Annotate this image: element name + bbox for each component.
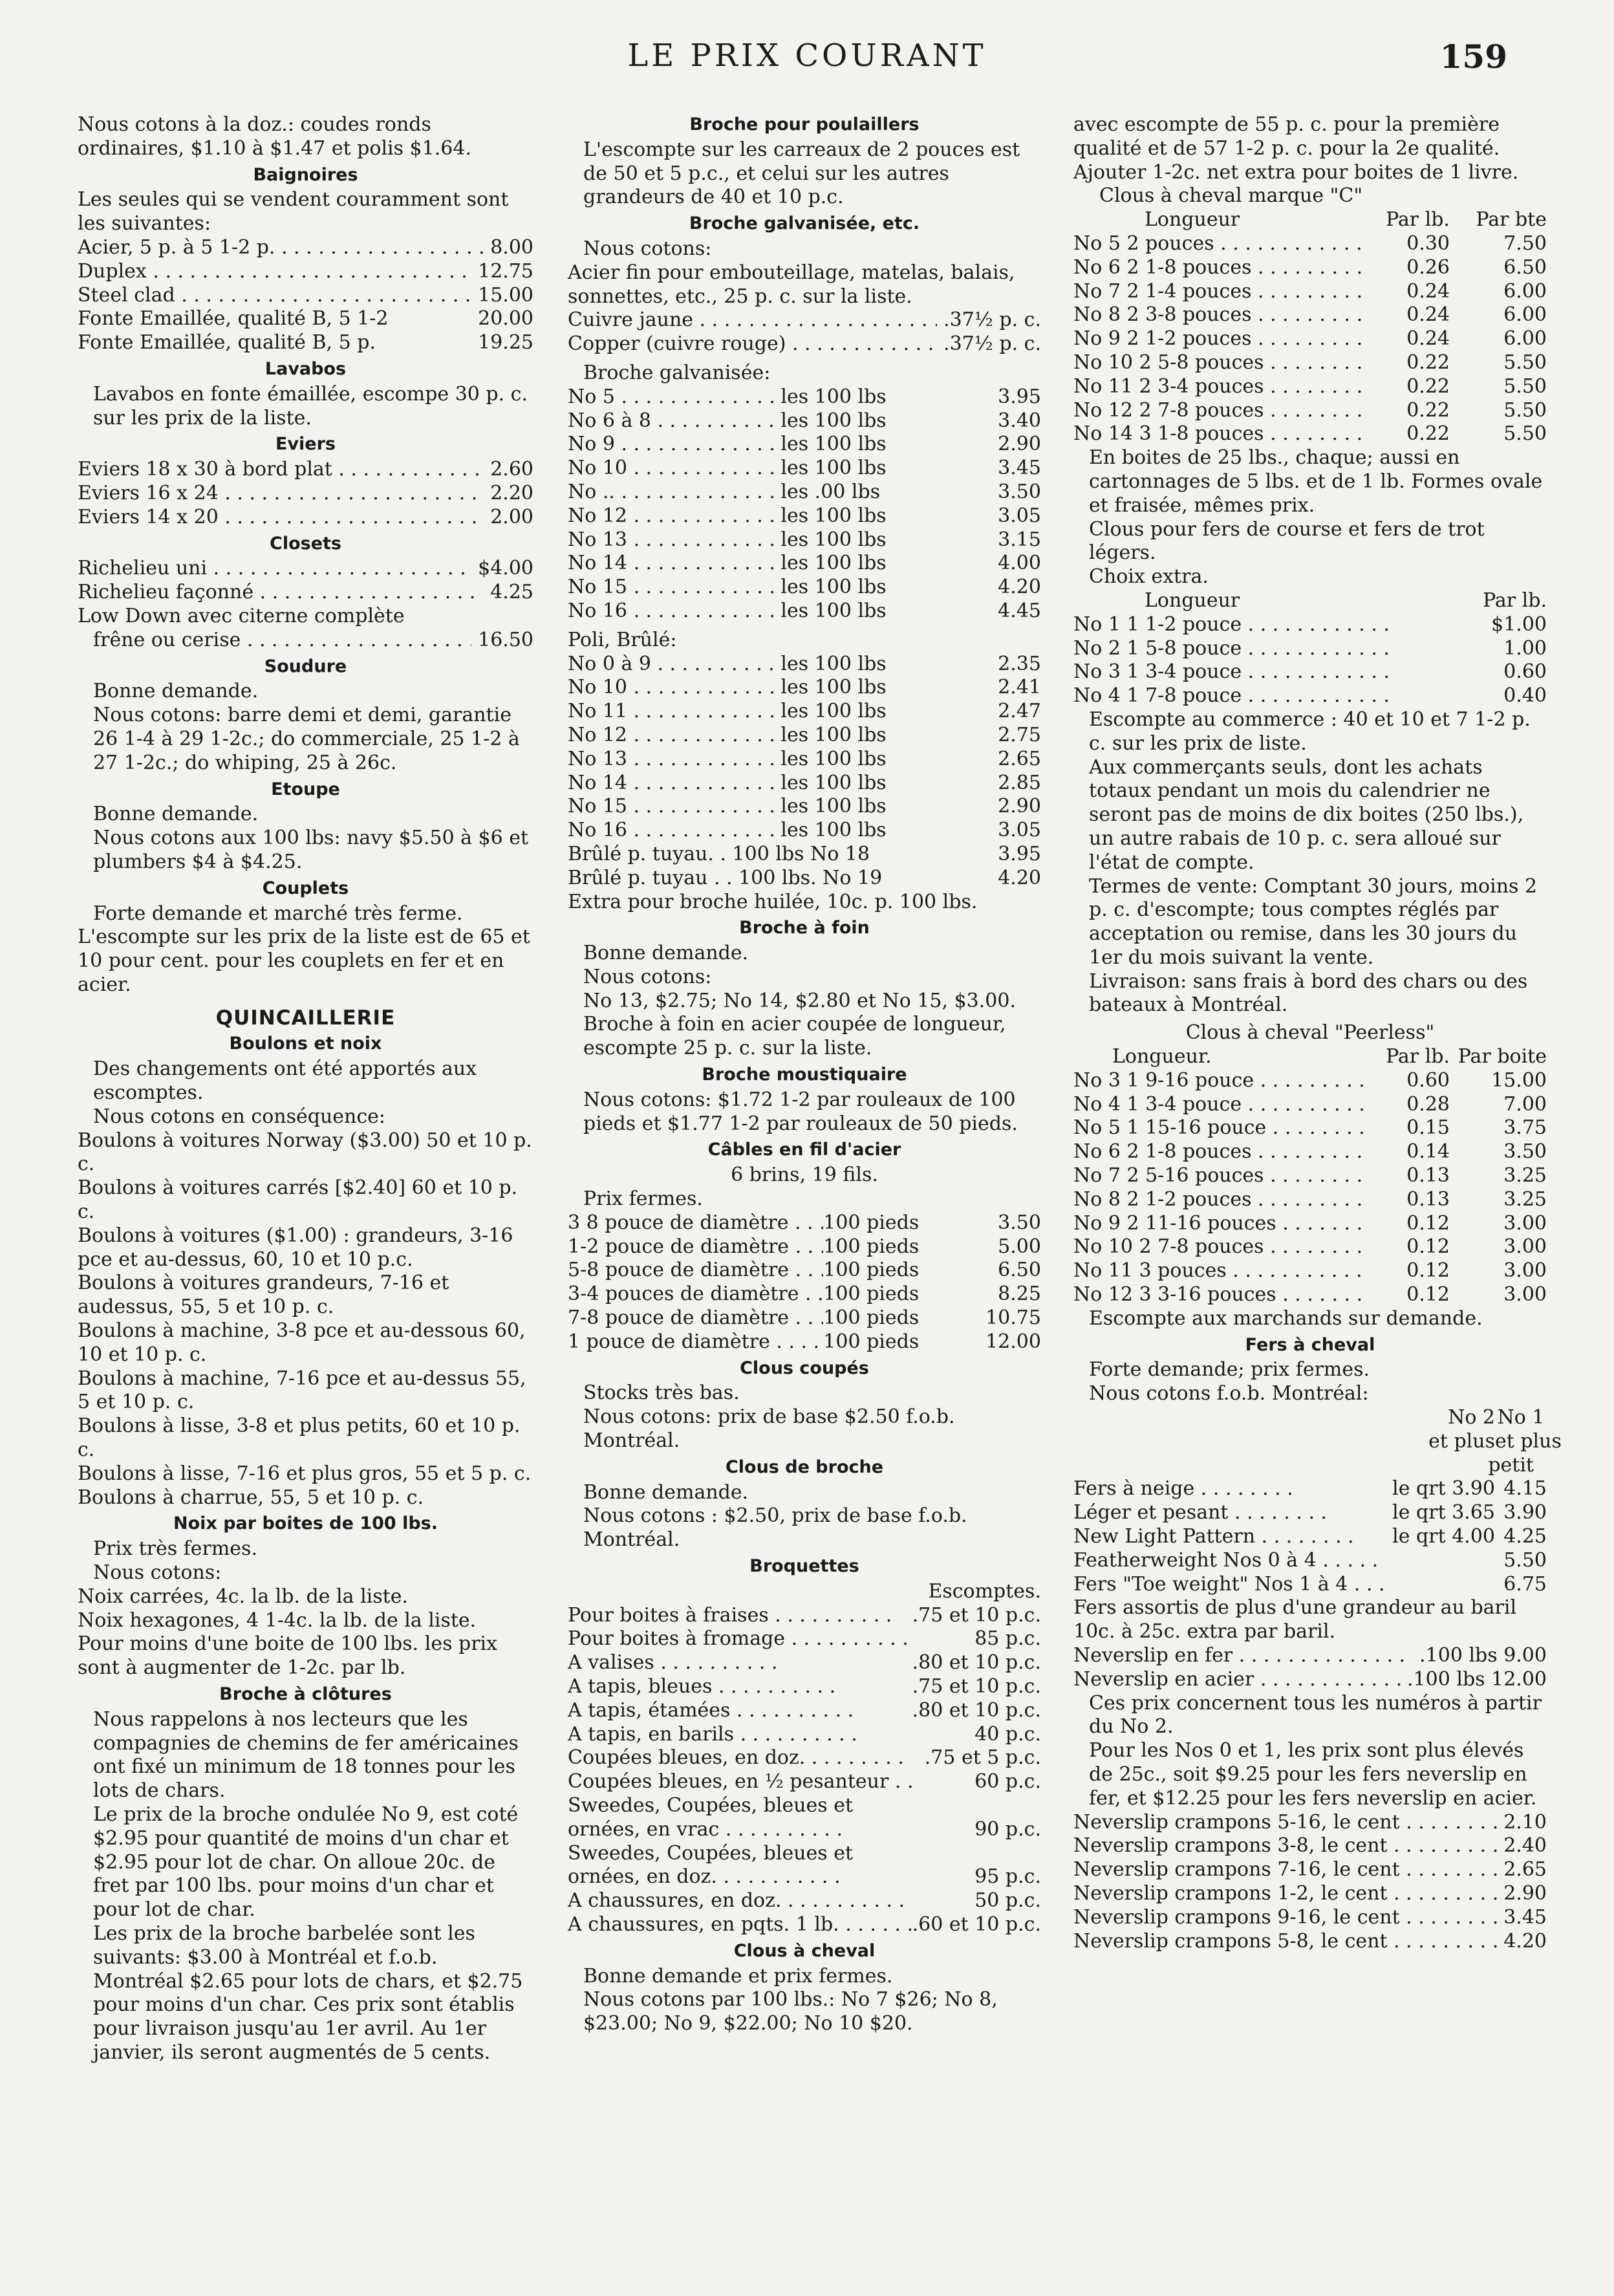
clous-cheval-p1: Bonne demande et prix fermes. [583,1964,893,1987]
table-row: No 6 à 8 . . . les 100 lbs 3.40 [568,409,1041,433]
table-row: A tapis, étamées . . . .80 et 10 p.c. [568,1699,1041,1723]
col3-intro: avec escompte de 55 p. c. pour la première qualité et de 57 1-2 p. c. pour la 2e qualité. Ajouter 1-2c. net extra pour boites de 1 livre. [1073,113,1519,184]
heading-fers: Fers à cheval [1245,1334,1375,1355]
cables-sub: 6 brins, 19 fils. [731,1164,878,1187]
list-item: Boulons à lisse, 3-8 et plus petits, 60 et 10 p. c. [78,1414,521,1462]
table-row: No 9 2 11-16 pouces . . . 0.12 3.00 [1073,1212,1547,1236]
table-row: No 16 . . . les 100 lbs 4.45 [568,600,1041,623]
price-row: Neverslip en fer . . . .100 lbs 9.00 [1073,1644,1547,1668]
table-row: No 11 2 3-4 pouces . . . 0.22 5.50 [1073,375,1547,399]
table-row: No 5 1 15-16 pouce . . . 0.15 3.75 [1073,1116,1547,1140]
poli-extra: Extra pour broche huilée, 10c. p. 100 lbs. [568,890,978,913]
list-item: Boulons à lisse, 7-16 et plus gros, 55 et 5 p. c. [78,1462,532,1485]
table-row: No 10 . . . les 100 lbs 2.41 [568,676,1041,700]
price-row: Neverslip crampons 9-16, le cent . . . 3.45 [1073,1906,1547,1930]
noix-p1: Prix très fermes. [93,1537,257,1561]
heading-noix: Noix par boites de 100 lbs. [173,1513,438,1534]
clous-broche-p1: Bonne demande. [583,1480,749,1504]
table-header: Longueur Par lb. [1145,589,1547,612]
foin-p1: Bonne demande. [583,942,749,965]
table-row: Léger et pesant . . . le qrt 3.65 3.90 [1073,1501,1547,1525]
table-row: 1 pouce de diamètre . . . 100 pieds 12.00 [568,1330,1041,1354]
peerless-title: Clous à cheval "Peerless" [1185,1021,1435,1045]
choix-extra-title: Choix extra. [1089,565,1209,589]
clotures-p1: Nous rappelons à nos lecteurs que les compagnies de chemins de fer américaines ont fixé un minimum de 18 tonnes pour les lots de chars. [93,1707,519,1803]
price-row: Fonte Emaillée, qualité B, 5 1-2 20.00 [78,307,533,330]
heading-clous-cheval: Clous à cheval [733,1940,876,1961]
table-row: No 3 1 9-16 pouce . . . 0.60 15.00 [1073,1069,1547,1093]
heading-broquettes: Broquettes [749,1556,859,1577]
list-item: Boulons à machine, 7-16 pce et au-dessus 55, 5 et 10 p. c. [78,1367,526,1414]
table-row: No 15 . . . les 100 lbs 2.90 [568,795,1041,819]
fers-col-head: et plus et plus [1428,1429,1562,1453]
table-row: 7-8 pouce de diamètre . . . 100 pieds 10.75 [568,1306,1041,1330]
choix-extra-p1: Escompte au commerce : 40 et 10 et 7 1-2 p. c. sur les prix de liste. [1089,708,1531,755]
price-row: Richelieu façonné . . . 4.25 [78,581,533,605]
price-row: Brûlé p. tuyau. . 100 lbs No 18 3.95 [568,842,1041,865]
heading-boulons: Boulons et noix [229,1034,382,1054]
table-row: No 10 2 7-8 pouces . . . 0.12 3.00 [1073,1235,1547,1259]
price-row: Eviers 16 x 24 . . . 2.20 [78,482,533,506]
table-row: A valises . . . .80 et 10 p.c. [568,1651,1041,1675]
list-item: Noix hexagones, 4 1-4c. la lb. de la liste. [78,1608,477,1632]
table-row: No 8 2 3-8 pouces . . . 0.24 6.00 [1073,303,1547,327]
soudure-p2: Nous cotons: barre demi et demi, garantie 26 1-4 à 29 1-2c.; do commerciale, 25 1-2 à 27 1-2c.; do whiping, 25 à 26c. [93,704,520,774]
marque-c-p1: En boites de 25 lbs., chaque; aussi en cartonnages de 5 lbs. et de 1 lb. Formes ovale et fraisée, mêmes prix. [1089,446,1543,517]
peerless-note: Escompte aux marchands sur demande. [1089,1306,1483,1330]
clous-coupes-p2: Nous cotons: prix de base $2.50 f.o.b. Montréal. [583,1405,955,1453]
list-item: Boulons à voitures Norway ($3.00) 50 et 10 p. c. [78,1129,532,1176]
closets-low-down: Low Down avec citerne complète [78,604,405,627]
list-item: Noix carrées, 4c. la lb. de la liste. [78,1585,408,1608]
table-row: A chaussures, en pqts. 1 lb. . . . .60 et 10 p.c. [568,1913,1041,1937]
noix-p2: Nous cotons: [93,1561,222,1585]
fers-p4: Ces prix concernent tous les numéros à partir du No 2. [1089,1691,1542,1738]
heading-poulaillers: Broche pour poulaillers [689,114,920,135]
list-item: Boulons à machine, 3-8 pce et au-dessous 60, 10 et 10 p. c. [78,1319,526,1366]
table-row: No 1 1 1-2 pouce . . . $1.00 [1073,613,1547,637]
table-row: Pour boites à fromage . . . 85 p.c. [568,1627,1041,1651]
heading-galvanisee-etc: Broche galvanisée, etc. [689,213,920,234]
table-row: No 9 2 1-2 pouces . . . 0.24 6.00 [1073,327,1547,351]
heading-moustiquaire: Broche moustiquaire [702,1065,907,1085]
heading-couplets: Couplets [262,878,349,898]
page-number: 159 [1439,38,1507,76]
table-header: Longueur Par lb. Par bte [1145,208,1547,232]
price-row: Eviers 18 x 30 à bord plat . . . 2.60 [78,458,533,482]
clous-cheval-p2: Nous cotons par 100 lbs.: No 7 $26; No 8, $23.00; No 9, $22.00; No 10 $20. [583,1988,998,2035]
table-row: No 16 . . . les 100 lbs 3.05 [568,819,1041,843]
clotures-p2: Le prix de la broche ondulée No 9, est coté $2.95 pour quantité de moins d'un char et $2.95 pour lot de char. On alloue 20c. de fret par 100 lbs. pour moins d'un char et pour lot de char. [93,1803,519,1922]
table-row: Fers "Toe weight" Nos 1 à 4 . . . 6.75 [1073,1573,1547,1597]
table-row: No 6 2 1-8 pouces . . . 0.14 3.50 [1073,1140,1547,1164]
heading-clous-coupes: Clous coupés [740,1358,869,1378]
fers-p5: Pour les Nos 0 et 1, les prix sont plus élevés de 25c., soit $9.25 pour les fers neverslip en fer, et $12.25 pour les fers neverslip en acier. [1089,1739,1537,1810]
table-row: No 15 . . . les 100 lbs 4.20 [568,576,1041,600]
table-row: No 4 1 7-8 pouce . . . 0.40 [1073,684,1547,708]
poli-heading: Poli, Brûlé: [568,628,677,651]
galvanisee-heading: Broche galvanisée: [583,361,771,384]
table-row: No 4 1 3-4 pouce . . . 0.28 7.00 [1073,1093,1547,1117]
table-row: Coupées bleues, en ½ pesanteur . . . 60 p.c. [568,1770,1041,1794]
heading-lavabos: Lavabos [264,358,347,379]
intro-text: Nous cotons à la doz.: coudes ronds ordinaires, $1.10 à $1.47 et polis $1.64. [78,113,471,160]
table-row: 5-8 pouce de diamètre . . . 100 pieds 6.50 [568,1259,1041,1283]
table-header: Longueur. Par lb. Par boite [1112,1045,1547,1068]
table-row: No 12 3 3-16 pouces . . . 0.12 3.00 [1073,1283,1547,1307]
table-row: New Light Pattern . . . le qrt 4.00 4.25 [1073,1525,1547,1549]
table-row: Sweedes, Coupées, bleues et ornées, en doz. . . . 95 p.c. [568,1842,1041,1890]
price-row: Acier, 5 p. à 5 1-2 p. . . . 8.00 [78,236,533,260]
table-row: No 10 2 5-8 pouces . . . 0.22 5.50 [1073,351,1547,375]
heading-etoupe: Etoupe [271,779,340,799]
table-row: A chaussures, en doz. . . . 50 p.c. [568,1889,1041,1913]
price-row: Neverslip en acier . . . .100 lbs 12.00 [1073,1668,1547,1692]
choix-extra-p4: Livraison: sans frais à bord des chars ou des bateaux à Montréal. [1089,969,1528,1017]
soudure-p1: Bonne demande. [93,680,259,703]
price-row: Neverslip crampons 5-8, le cent . . . 4.20 [1073,1930,1547,1954]
heading-baignoires: Baignoires [253,164,358,185]
table-row: 3 8 pouce de diamètre . . . 100 pieds 3.50 [568,1211,1041,1235]
table-row: Pour boites à fraises . . . .75 et 10 p.c. [568,1604,1041,1628]
fers-col-head: petit [1488,1453,1534,1477]
price-row: Neverslip crampons 5-16, le cent . . . 2.10 [1073,1811,1547,1835]
table-row: No 7 2 1-4 pouces . . . 0.24 6.00 [1073,280,1547,304]
list-item: Boulons à voitures ($1.00) : grandeurs, 3-16 pce et au-dessus, 60, 10 et 10 p.c. [78,1224,513,1271]
price-row: Steel clad . . . 15.00 [78,284,533,308]
table-row: No 14 3 1-8 pouces . . . 0.22 5.50 [1073,422,1547,446]
choix-extra-p2: Aux commerçants seuls, dont les achats totaux pendant un mois du calendrier ne seront pas de moins de dix boites (250 lbs.), un autre rabais de 10 p. c. sera alloué sur l'état de compte. [1089,755,1524,874]
price-row: Brûlé p. tuyau . . 100 lbs. No 19 4.20 [568,866,1041,889]
table-row: No 14 . . . les 100 lbs 4.00 [568,552,1041,576]
clous-coupes-p1: Stocks très bas. [583,1381,740,1405]
clous-broche-p2: Nous cotons : $2.50, prix de base f.o.b. Montréal. [583,1504,967,1552]
column-2 [568,113,1041,2036]
marque-c-p2: Clous pour fers de course et fers de trot légers. [1089,517,1485,565]
heading-quincaillerie: QUINCAILLERIE [215,1006,396,1030]
galvanisee-p2: Acier fin pour embouteillage, matelas, balais, sonnettes, etc., 25 p. c. sur la liste. [568,261,1015,308]
table-row: No 8 2 1-2 pouces . . . 0.13 3.25 [1073,1188,1547,1212]
table-row: No 9 . . . les 100 lbs 2.90 [568,433,1041,457]
etoupe-p2: Nous cotons aux 100 lbs: navy $5.50 à $6 et plumbers $4 à $4.25. [93,827,529,873]
cables-p1: Prix fermes. [583,1187,703,1211]
heading-closets: Closets [270,533,341,554]
price-row: frêne ou cerise . . . 16.50 [78,629,533,653]
fers-p1: Forte demande; prix fermes. [1089,1358,1370,1381]
table-row: No 2 1 5-8 pouce . . . 1.00 [1073,637,1547,661]
baignoires-text: Les seules qui se vendent couramment sont les suivantes: [78,188,509,235]
price-row: Neverslip crampons 1-2, le cent . . . 2.90 [1073,1882,1547,1906]
broquettes-col-head: Escomptes. [928,1579,1041,1603]
table-row: Fers à neige . . . le qrt 3.90 4.15 [1073,1477,1547,1501]
table-row: 1-2 pouce de diamètre . . . 100 pieds 5.00 [568,1235,1041,1259]
table-row: A tapis, bleues . . . .75 et 10 p.c. [568,1675,1041,1699]
marque-c-title: Clous à cheval marque "C" [1099,184,1363,208]
boulons-p1: Des changements ont été apportés aux escomptes. [93,1057,477,1105]
column-3 [1073,113,1562,1953]
price-row: Fonte Emaillée, qualité B, 5 p. 19.25 [78,331,533,354]
table-row: No 13 . . . les 100 lbs 2.65 [568,748,1041,772]
table-row: No 5 . . . les 100 lbs 3.95 [568,385,1041,409]
table-row: No 6 2 1-8 pouces . . . 0.26 6.50 [1073,256,1547,280]
table-row: No 12 2 7-8 pouces . . . 0.22 5.50 [1073,399,1547,423]
price-row: Neverslip crampons 3-8, le cent . . . 2.40 [1073,1834,1547,1858]
poulaillers-text: L'escompte sur les carreaux de 2 pouces est de 50 et 5 p.c., et celui sur les autres grandeurs de 40 et 10 p.c. [583,138,1020,209]
table-row: No 13 . . . les 100 lbs 3.15 [568,528,1041,552]
heading-cables: Câbles en fil d'acier [707,1140,901,1160]
heading-soudure: Soudure [264,656,347,677]
table-row: No 5 2 pouces . . . 0.30 7.50 [1073,232,1547,256]
moustiquaire-text: Nous cotons: $1.72 1-2 par rouleaux de 100 pieds et $1.77 1-2 par rouleaux de 50 pieds. [583,1088,1018,1135]
etoupe-p1: Bonne demande. [93,803,259,826]
heading-foin: Broche à foin [739,918,870,938]
lavabos-text: Lavabos en fonte émaillée, escompe 30 p. c. sur les prix de la liste. [93,382,528,429]
table-row: No 14 . . . les 100 lbs 2.85 [568,772,1041,796]
table-row: A tapis, en barils . . . 40 p.c. [568,1723,1041,1747]
table-row: Sweedes, Coupées, bleues et ornées, en vrac . . . 90 p.c. [568,1794,1041,1842]
table-row: No 3 1 3-4 pouce . . . 0.60 [1073,660,1547,684]
table-row: No 7 2 5-16 pouces . . . 0.13 3.25 [1073,1164,1547,1188]
fers-col-head: No 2 No 1 [1448,1406,1545,1429]
column-1 [78,113,533,2065]
boulons-p2: Nous cotons en conséquence: [93,1105,386,1128]
foin-p3: No 13, $2.75; No 14, $2.80 et No 15, $3.00. Broche à foin en acier coupée de longueur, escompte 25 p. c. sur la liste. [583,989,1016,1060]
price-row: Richelieu uni . . . $4.00 [78,557,533,581]
table-row: No 11 . . . les 100 lbs 2.47 [568,700,1041,724]
table-row: 3-4 pouces de diamètre . . . 100 pieds 8.25 [568,1283,1041,1306]
table-row: Featherweight Nos 0 à 4 . . . 5.50 [1073,1549,1547,1573]
price-row: Cuivre jaune . . . .37½ p. c. [568,309,1041,332]
price-row: Duplex . . . 12.75 [78,260,533,284]
table-row: No 0 à 9 . . . les 100 lbs 2.35 [568,653,1041,677]
clotures-p3: Les prix de la broche barbelée sont les suivants: $3.00 à Montréal et f.o.b. Montréal $2.65 pour lots de chars, et $2.75 pour moins d'un char. Ces prix sont établis pour livraison jusqu'au 1er avril. Au 1er janvier, ils seront augmentés de 5 cents. [93,1922,523,2064]
fers-p3: Fers assortis de plus d'une grandeur au baril 10c. à 25c. extra par baril. [1073,1596,1517,1643]
galvanisee-p1: Nous cotons: [583,237,712,260]
heading-clous-broche: Clous de broche [725,1457,884,1477]
list-item: Boulons à voitures grandeurs, 7-16 et audessus, 55, 5 et 10 p. c. [78,1272,449,1319]
heading-eviers: Eviers [275,434,336,455]
table-row: Coupées bleues, en doz. . . . .75 et 5 p.c. [568,1746,1041,1770]
table-row: No 12 . . . les 100 lbs 3.05 [568,504,1041,528]
couplets-p2: L'escompte sur les prix de la liste est de 65 et 10 pour cent. pour les couplets en fer et en acier. [78,926,530,996]
foin-p2: Nous cotons: [583,965,712,988]
table-row: No 11 3 pouces . . . 0.12 3.00 [1073,1259,1547,1283]
price-row: Copper (cuivre rouge) . . . .37½ p. c. [568,332,1041,356]
choix-extra-p3: Termes de vente: Comptant 30 jours, moins 2 p. c. d'escompte; tous comptes réglés par acceptation ou remise, dans les 30 jours du 1er du mois suivant la vente. [1089,874,1538,969]
fers-p2: Nous cotons f.o.b. Montréal: [1089,1382,1369,1405]
list-item: Boulons à charrue, 55, 5 et 10 p. c. [78,1486,424,1509]
table-row: No .. . . . les .00 lbs 3.50 [568,481,1041,504]
page-title: LE PRIX COURANT [627,38,987,74]
price-row: Eviers 14 x 20 . . . 2.00 [78,506,533,530]
list-item: Boulons à voitures carrés [$2.40] 60 et 10 p. c. [78,1176,518,1224]
table-row: No 12 . . . les 100 lbs 2.75 [568,724,1041,748]
list-item: Pour moins d'une boite de 100 lbs. les prix sont à augmenter de 1-2c. par lb. [78,1632,498,1680]
couplets-p1: Forte demande et marché très ferme. [93,902,463,925]
heading-clotures: Broche à clôtures [219,1684,392,1704]
table-row: No 10 . . . les 100 lbs 3.45 [568,457,1041,481]
price-row: Neverslip crampons 7-16, le cent . . . 2.65 [1073,1858,1547,1882]
page-header [0,38,1614,83]
